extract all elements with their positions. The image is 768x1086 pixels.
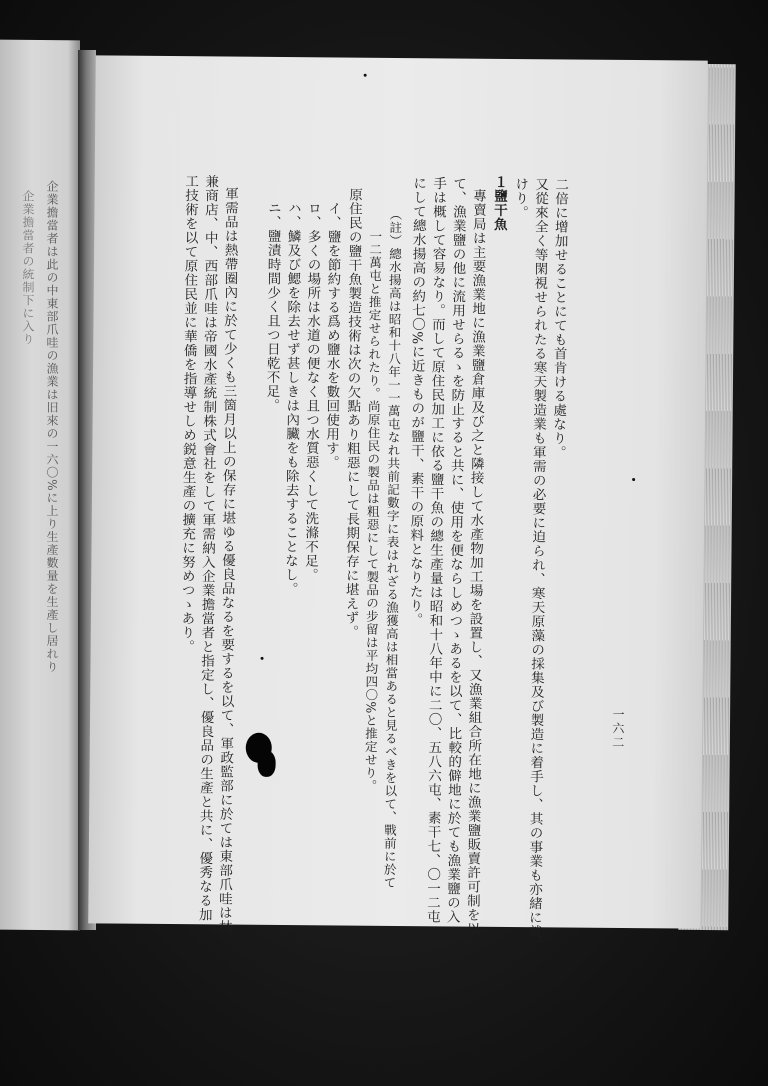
list-item: イ、鹽を節約する爲め鹽水を數回使用す。 xyxy=(322,201,342,470)
text-column: にして總水揚高の約七〇%に近きものが鹽干、素干の原料となりたり。 xyxy=(406,176,427,627)
text-column: 專賣局は主要漁業地に漁業鹽倉庫及び之と隣接して水產物加工場を設置し、又漁業組合所在地に漁業鹽販賣許可制を以 xyxy=(463,188,487,937)
list-item: ロ、多くの場所は水道の便なく且つ水質惡くして洗滌不足。 xyxy=(301,201,322,583)
note-column: （註）總水揚高は昭和十八年一一萬屯なれ共前記數字に表はれざる漁獲高は相當あると見るべきを以て、戰前に於て xyxy=(382,207,403,890)
text-column: 手は概して容易なり。而して原住民加工に依る鹽干魚の總生產量は昭和十八年中に二〇、五八六屯、素干七、〇一二屯 xyxy=(423,176,447,924)
list-item: ハ、鱗及び鰓を除去せず甚しきは內臟をも除去することなし。 xyxy=(281,201,302,596)
section-heading: １鹽干魚 xyxy=(490,174,508,232)
text-column: 兼商店、中、西部爪哇は帝國水產統制株式會社をして軍需納入企業擔當者と指定し、優良品の生產と共に、優秀なる加 xyxy=(195,174,219,922)
note-column: 一二萬屯と推定せられたり。尚原住民の製品は粗惡にして製品の步留は平均四〇%と推定せり。 xyxy=(362,229,383,793)
speck xyxy=(261,657,264,660)
text-column: 又從來全く等閑視せられたる寒天製造業も軍需の必要に迫られ、寒天原藻の採集及び製造に着手し、其の事業も亦緒に就 xyxy=(525,177,549,939)
left-page-column: 企業擔當者の統制下に入り xyxy=(21,189,35,346)
text-column: 原住民の鹽干魚製造技術は次の欠點あり粗惡にして長期保存に堪えず。 xyxy=(342,187,363,639)
text-column: て、漁業鹽の他に流用せらるゝを防止すると共に、使用を便ならしめつゝあるを以て、比較的僻地に於ても漁業鹽の入 xyxy=(443,176,467,924)
text-column: けり。 xyxy=(511,176,529,220)
page-number: 一六二 xyxy=(610,707,626,750)
text-column: 工技術を以て原住民並に華僑を指導せしめ鋭意生產の擴充に努めつゝあり。 xyxy=(178,174,199,654)
left-page xyxy=(0,40,80,931)
text-column: 二倍に增加せることにても首肯ける處なり。 xyxy=(549,177,569,460)
text-column: 軍需品は熱帶圈內に於て少くも三箇月以上の保存に堪ゆる優良品なるを要するを以て、軍政監部に於ては東部爪哇は林 xyxy=(215,186,239,934)
left-page-column: 企業擔當者は此の中東部爪哇の漁業は旧來の一六〇%に上り生產數量を生產し居れり xyxy=(45,180,59,674)
speck xyxy=(632,478,635,481)
right-page xyxy=(88,55,708,939)
speck xyxy=(364,74,367,77)
list-item: ニ、鹽漬時間少く且つ日乾不足。 xyxy=(263,200,282,413)
ink-blot xyxy=(258,751,276,777)
